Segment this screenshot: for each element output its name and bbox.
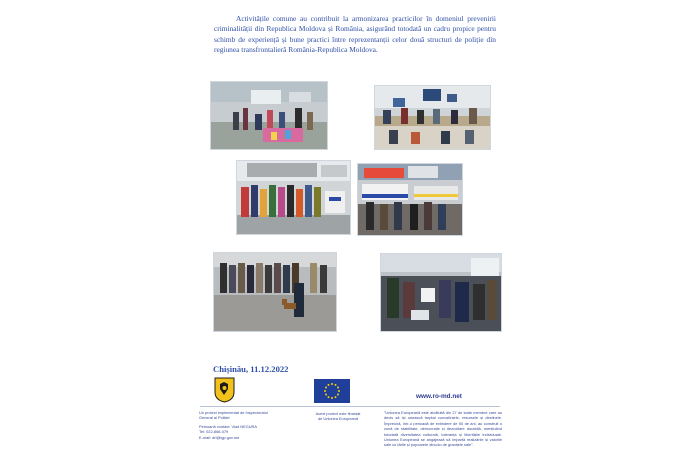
photo-meeting-room [374,85,491,150]
police-crest-logo [214,377,235,403]
photo-officers-with-children [380,253,502,332]
photo-police-dog-demonstration [213,252,337,332]
footer-funding [309,411,367,422]
funding-line-1: Acest proiect este finanțat [315,411,361,416]
contact-person: Persoană contact: Vlad NEGURA [199,423,257,429]
photo-children-outdoor-event [210,81,328,150]
footer-eu-statement [384,410,502,448]
footer-implementer-contact [199,410,291,440]
photo-group-with-banners [236,160,351,235]
implementer-line-2: General al Poliției [199,415,230,421]
eu-flag-logo [314,379,350,403]
contact-phone: Tel: 022-866-079 [199,429,229,435]
eu-statement-text: "Uniunea Europeană este alcătuită din 27 de state membre care au decis să își unească treptat cunoștințele, resursele și destinele. Împreună, într-o perioadă de extindere de 50 de ani, au construit o zonă de stabilitate, democrație și dezvoltare durabilă, menținând totodată diversitatea culturală, toleranța și libertățile individuale. Uniunea Europeană se angajează să împartă realizările și valorile sale cu țările și popoarele dincolo de granițele sale". [384,410,502,448]
intro-paragraph: Activitățile comune au contribuit la armonizarea practicilor în domeniul prevenirii criminalității din Republica Moldova și România, asigurând totodată un cadru propice pentru schimb de experiență și bune practici între reprezentanții celor două structuri de poliție din regiunea transfrontalieră România-Republica Moldova. [214,14,496,55]
website-link[interactable]: www.ro-md.net [416,393,462,400]
contact-email[interactable]: E-mail: dri@igp.gov.md [199,434,240,440]
photo-police-vehicles-crowd [357,163,463,236]
date-line: Chișinău, 11.12.2022 [213,364,289,374]
footer-divider [200,406,500,407]
funding-line-2: de Uniunea Europeană [317,416,359,422]
implementer-line-1: Un proiect implementat de Inspectoratul [199,410,268,415]
